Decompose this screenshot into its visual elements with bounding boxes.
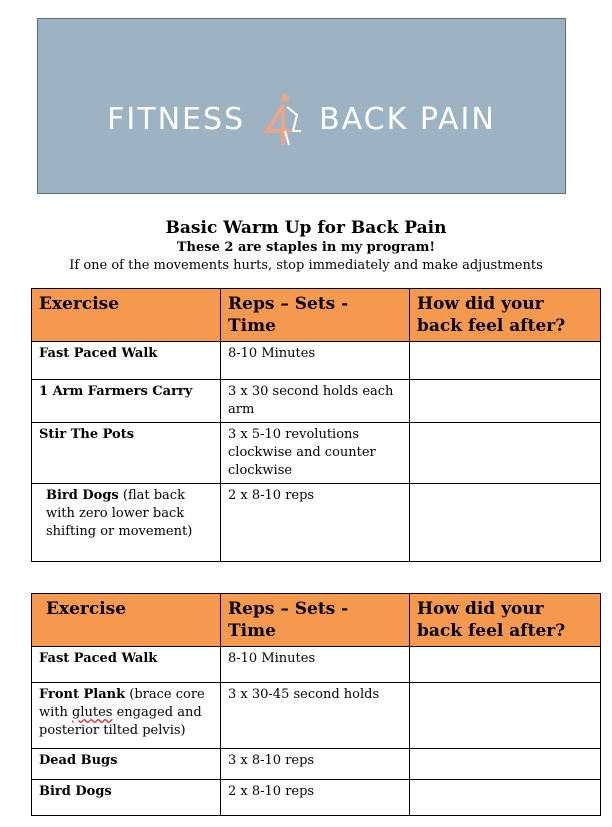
- table-row: [32, 683, 601, 749]
- brand-word-left: FITNESS: [107, 101, 246, 137]
- table-row: [32, 780, 601, 816]
- feel-cell[interactable]: [410, 749, 601, 780]
- reps-cell: 2 x 8-10 reps: [221, 780, 410, 816]
- warmup-table-2: [31, 593, 601, 816]
- stick-figure-4-icon: [257, 91, 307, 147]
- page-subtitle: These 2 are staples in my program!: [176, 240, 436, 255]
- feel-cell[interactable]: [410, 423, 601, 484]
- brand-logo: [38, 91, 565, 147]
- column-header-exercise: Exercise: [32, 289, 221, 342]
- reps-cell: 8-10 Minutes: [221, 342, 410, 380]
- reps-cell: 3 x 8-10 reps: [221, 749, 410, 780]
- reps-cell: 3 x 30 second holds each arm: [221, 380, 410, 423]
- exercise-cell: Stir The Pots: [32, 423, 221, 484]
- feel-cell[interactable]: [410, 683, 601, 749]
- exercise-name: Bird Dogs: [46, 488, 119, 503]
- exercise-note: (flat back with zero lower back shifting or movement): [46, 488, 193, 539]
- column-header-feel: How did your back feel after?: [410, 289, 601, 342]
- feel-cell[interactable]: [410, 484, 601, 562]
- exercise-note-a: (brace core with: [39, 687, 205, 720]
- safety-note: If one of the movements hurts, stop immediately and make adjustments: [69, 258, 543, 273]
- table-row: [32, 380, 601, 423]
- table-row: [32, 749, 601, 780]
- exercise-name: Front Plank: [39, 687, 126, 702]
- table-row: [32, 342, 601, 380]
- reps-cell: 2 x 8-10 reps: [221, 484, 410, 562]
- exercise-note-c: engaged and posterior tilted pelvis): [39, 705, 202, 738]
- feel-cell[interactable]: [410, 342, 601, 380]
- feel-cell[interactable]: [410, 647, 601, 683]
- exercise-cell: 1 Arm Farmers Carry: [32, 380, 221, 423]
- warmup-table-1: [31, 288, 601, 562]
- table-row: [32, 423, 601, 484]
- feel-cell[interactable]: [410, 780, 601, 816]
- column-header-reps: Reps – Sets - Time: [221, 289, 410, 342]
- table-header-row: [32, 594, 601, 647]
- exercise-cell: [32, 683, 221, 749]
- exercise-cell: Fast Paced Walk: [32, 342, 221, 380]
- reps-cell: 3 x 30-45 second holds: [221, 683, 410, 749]
- table-row: [32, 484, 601, 562]
- column-header-exercise: Exercise: [32, 594, 221, 647]
- exercise-cell: Fast Paced Walk: [32, 647, 221, 683]
- reps-cell: 8-10 Minutes: [221, 647, 410, 683]
- page-title: Basic Warm Up for Back Pain: [165, 218, 447, 238]
- exercise-cell: Bird Dogs: [32, 780, 221, 816]
- table-row: [32, 647, 601, 683]
- table-header-row: [32, 289, 601, 342]
- header-banner: [37, 18, 566, 194]
- column-header-feel: How did your back feel after?: [410, 594, 601, 647]
- feel-cell[interactable]: [410, 380, 601, 423]
- column-header-reps: Reps – Sets - Time: [221, 594, 410, 647]
- exercise-cell: Dead Bugs: [32, 749, 221, 780]
- reps-cell: 3 x 5-10 revolutions clockwise and counter clockwise: [221, 423, 410, 484]
- brand-word-right: BACK PAIN: [319, 101, 496, 137]
- spellcheck-word: glutes: [72, 705, 113, 720]
- exercise-cell: [32, 484, 221, 562]
